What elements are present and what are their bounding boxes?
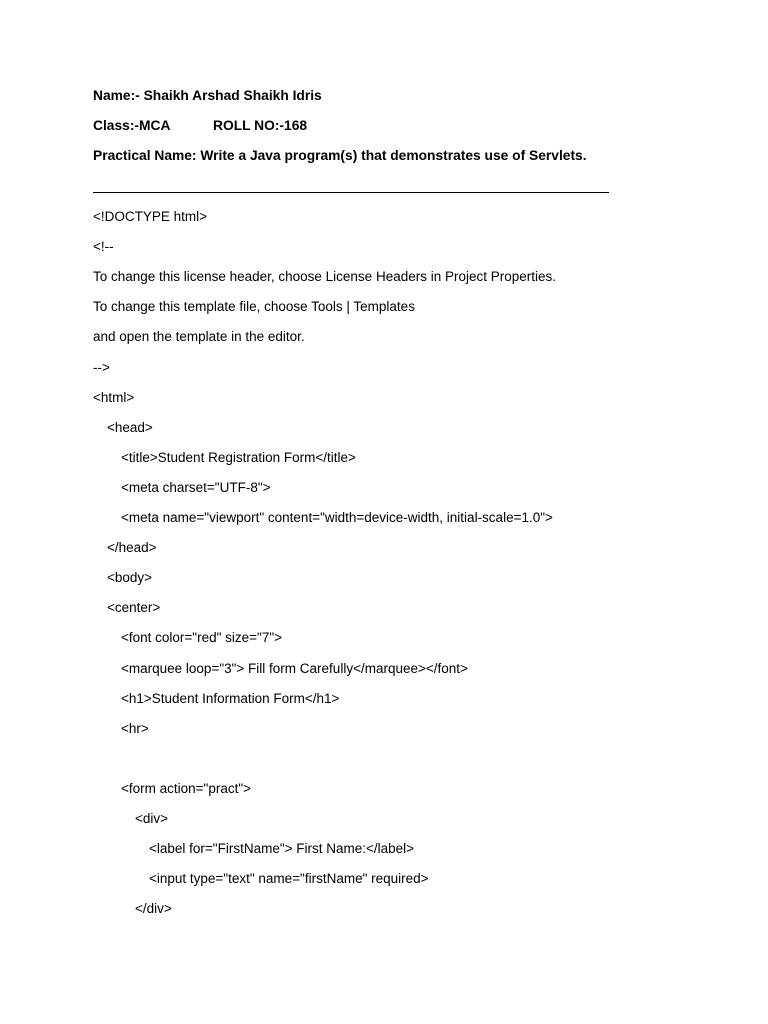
student-name: Name:- Shaikh Arshad Shaikh Idris [93, 88, 322, 103]
code-line: <form action="pract"> [121, 780, 252, 796]
code-line: <meta charset="UTF-8"> [121, 479, 271, 495]
code-line: --> [93, 359, 110, 375]
class-label: Class:-MCA [93, 118, 171, 133]
code-line: <!-- [93, 239, 114, 255]
class-roll-row [93, 117, 493, 135]
code-line: <meta name="viewport" content="width=device-width, initial-scale=1.0"> [121, 510, 553, 525]
separator-rule [93, 192, 609, 193]
code-line: <h1>Student Information Form</h1> [121, 690, 340, 706]
code-line: <font color="red" size="7"> [121, 630, 283, 646]
code-line: <title>Student Registration Form</title> [121, 449, 356, 465]
code-line: <input type="text" name="firstName" required> [149, 871, 429, 887]
roll-number: ROLL NO:-168 [213, 118, 308, 133]
code-line: <head> [107, 419, 153, 435]
code-line: To change this template file, choose Tools | Templates [93, 299, 415, 315]
code-line: </head> [107, 540, 157, 556]
practical-name: Practical Name: Write a Java program(s) that demonstrates use of Servlets. [93, 148, 587, 163]
code-line: <body> [107, 570, 153, 586]
code-line: <div> [135, 811, 169, 826]
code-line: To change this license header, choose License Headers in Project Properties. [93, 269, 557, 285]
code-line: <label for="FirstName"> First Name:</label> [149, 841, 415, 857]
code-line: <html> [93, 389, 135, 405]
code-line: <marquee loop="3"> Fill form Carefully</marquee></font> [121, 660, 468, 676]
code-line: <center> [107, 600, 161, 616]
code-line: and open the template in the editor. [93, 329, 305, 345]
code-line: </div> [135, 901, 172, 917]
code-line: <!DOCTYPE html> [93, 209, 208, 224]
code-line: <hr> [121, 720, 149, 736]
